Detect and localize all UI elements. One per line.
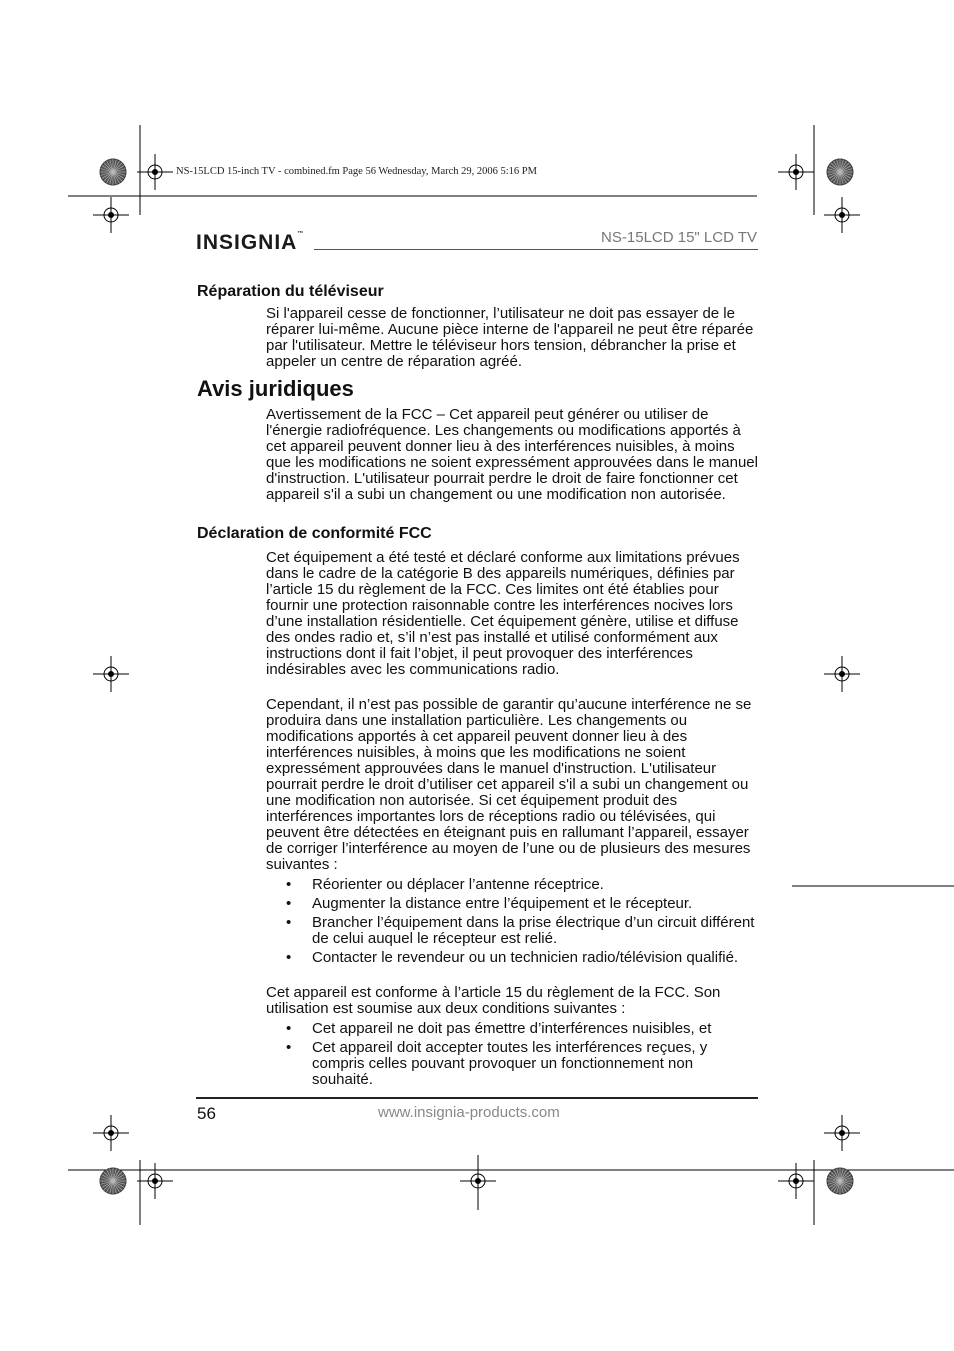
registration-dot [109,672,114,677]
registration-dot [153,1179,158,1184]
website-url: www.insignia-products.com [378,1104,560,1121]
page-number: 56 [197,1104,216,1123]
legal-text: Avertissement de la FCC – Cet appareil peut générer ou utiliser de l'énergie radiofréquence. Les changements ou modifications apportés à cet appareil peuvent donner lieu à des interférences nuisibles, à moins que les modifications ne soient expressément approuvées dans le manuel d'instruction. L'utilisateur pourrait perdre le droit de faire fonctionner cet appareil s'il a subi un changement ou une modification non autorisée. [266,406,758,503]
list-item: • Contacter le revendeur ou un technicien radio/télévision qualifié. [286,949,739,966]
list-item: • Cet appareil ne doit pas émettre d’interférences nuisibles, et [286,1020,712,1037]
registration-dot [840,672,845,677]
repair-text: Si l'appareil cesse de fonctionner, l’utilisateur ne doit pas essayer de le réparer lui-même. Aucune pièce interne de l'appareil ne peut être réparée par l'utilisateur. Mettre le téléviseur hors tension, débrancher la prise et appeler un centre de réparation agréé. [266,305,754,370]
legal-heading: Avis juridiques [197,376,354,401]
logo-trademark: ™ [297,231,304,237]
bullet-icon: • [286,1020,292,1037]
registration-dot [840,213,845,218]
logo-text: INSIGNIA [196,231,298,254]
bullet-icon: • [286,949,292,966]
registration-dot [109,213,114,218]
registration-dot [794,170,799,175]
bullet-icon: • [286,1039,292,1056]
registration-dot [109,1131,114,1136]
registration-dot [153,170,158,175]
footer-rule [196,1097,758,1099]
conditions-list [286,1021,758,1091]
print-info: NS-15LCD 15-inch TV - combined.fm Page 56 Wednesday, March 29, 2006 5:16 PM [176,166,537,177]
list-item: • Augmenter la distance entre l’équipement et le récepteur. [286,895,693,912]
list-item: • Brancher l’équipement dans la prise électrique d’un circuit différent de celui auquel le récepteur est relié. [286,914,755,947]
registration-dot [476,1179,481,1184]
registration-dot [840,1131,845,1136]
mitigation-list [286,877,758,969]
bullet-icon: • [286,914,292,931]
registration-dot [794,1179,799,1184]
model-label: NS-15LCD 15" LCD TV [601,229,757,246]
fcc-paragraph-3: Cet appareil est conforme à l’article 15 du règlement de la FCC. Son utilisation est soumise aux deux conditions suivantes : [266,984,721,1017]
fcc-paragraph-2: Cependant, il n’est pas possible de garantir qu’aucune interférence ne se produira dans une installation particulière. Les changements ou modifications apportés à cet appareil peuvent donner lieu à des interférences nuisibles, à moins que les modifications ne soient expressément approuvées dans le manuel d'instruction. L'utilisateur pourrait perdre le droit d’utiliser cet appareil s'il a subi un changement ou une modification non autorisée. Si cet équipement produit des interférences importantes lors de réceptions radio ou télévisées, qui peuvent être détectées en éteignant puis en rallumant l’appareil, essayer de corriger l’interférence au moyen de l’une ou de plusieurs des mesures suivantes : [266,696,752,873]
list-item: • Cet appareil doit accepter toutes les interférences reçues, y compris celles pouvant provoquer un fonctionnement non souhaité. [286,1039,708,1088]
list-item: • Réorienter ou déplacer l’antenne réceptrice. [286,876,604,893]
fcc-paragraph-1: Cet équipement a été testé et déclaré conforme aux limitations prévues dans le cadre de la catégorie B des appareils numériques, définies par l’article 15 du règlement de la FCC. Ces limites ont été établies pour fournir une protection raisonnable contre les interférences nocives lors d’une installation résidentielle. Cet équipement génère, utilise et diffuse des ondes radio et, s’il n’est pas installé et utilisé conformément aux instructions dont il fait l’objet, il peut provoquer des interférences indésirables avec les communications radio. [266,549,740,678]
bullet-icon: • [286,895,292,912]
bullet-icon: • [286,876,292,893]
fcc-heading: Déclaration de conformité FCC [197,525,432,542]
header-rule [314,249,758,250]
repair-heading: Réparation du téléviseur [197,283,384,300]
brand-logo [196,231,303,255]
